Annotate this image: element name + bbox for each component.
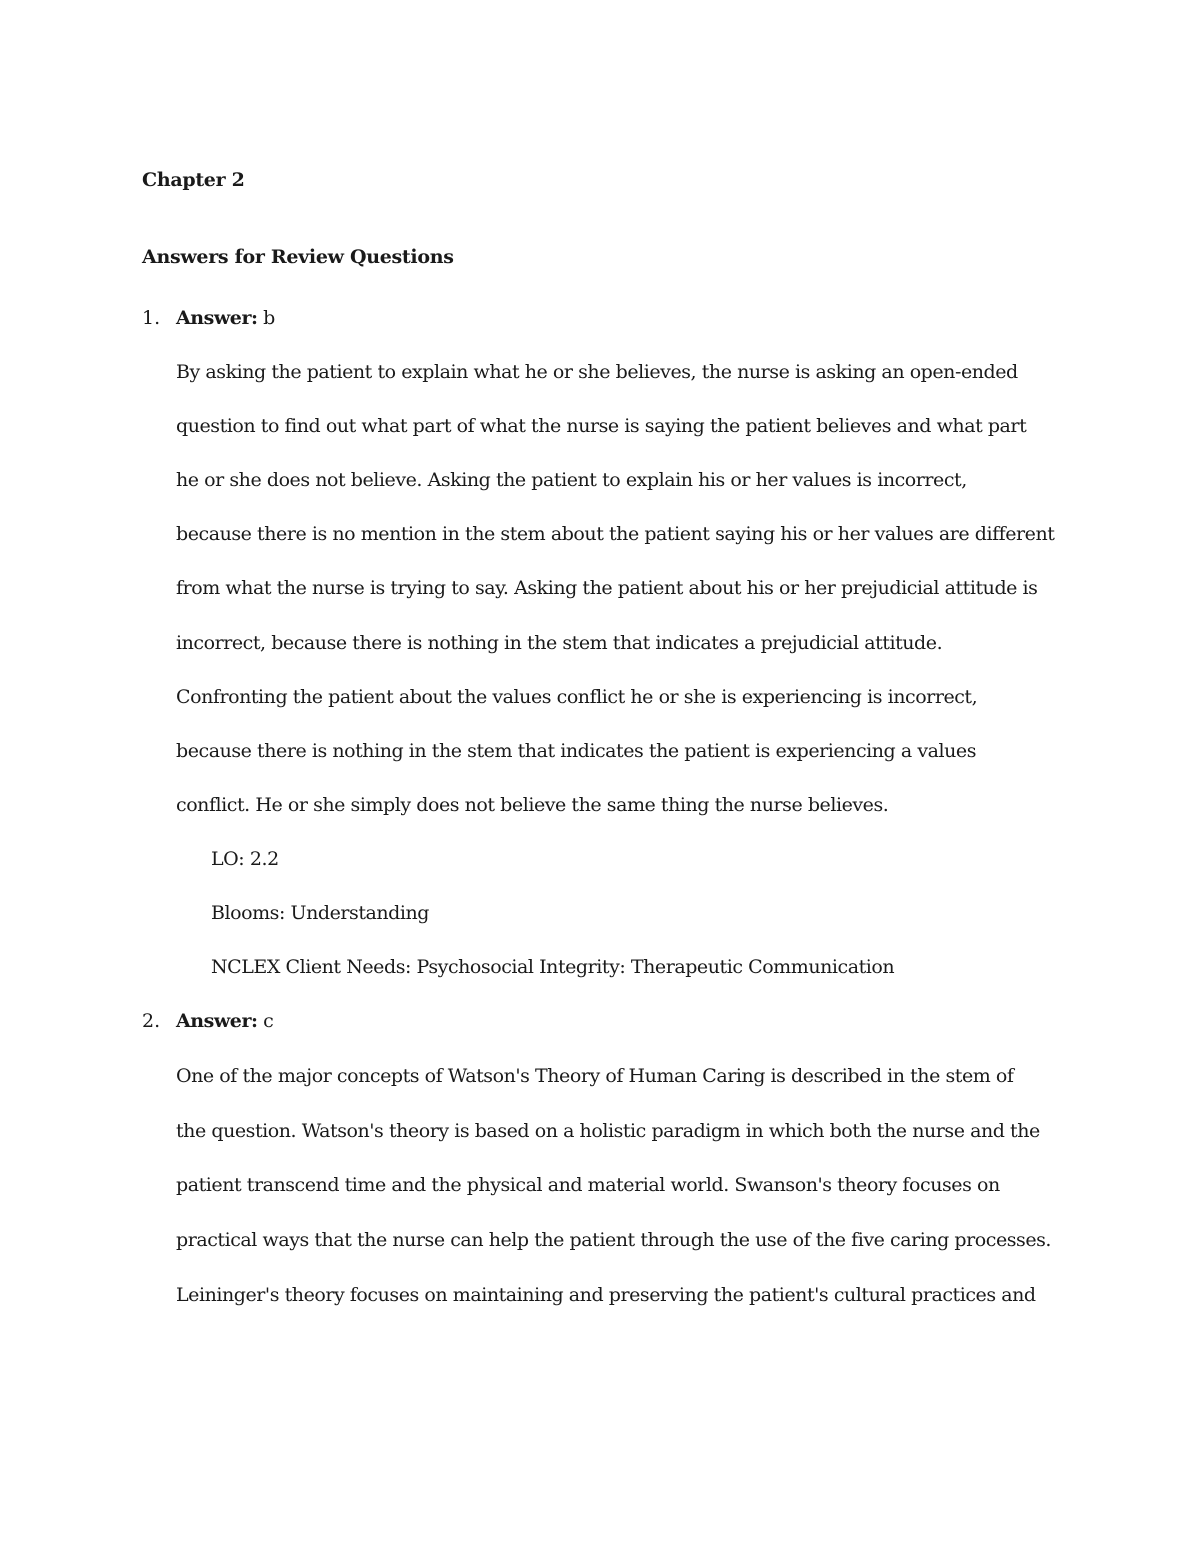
- explanation-line: patient transcend time and the physical and material world. Swanson's theory focuses on: [176, 1174, 1000, 1196]
- explanation-line: because there is nothing in the stem that indicates the patient is experiencing a values: [176, 740, 976, 762]
- chapter-title: Chapter 2: [142, 169, 245, 191]
- explanation-line: incorrect, because there is nothing in the stem that indicates a prejudicial attitude.: [176, 632, 943, 654]
- blooms-level: Blooms: Understanding: [211, 902, 430, 924]
- answer-line: [176, 1008, 273, 1034]
- answer-label: Answer:: [176, 307, 258, 329]
- answer-line: [176, 305, 275, 331]
- answer-value: c: [263, 1010, 274, 1032]
- explanation-line: he or she does not believe. Asking the patient to explain his or her values is incorrect,: [176, 469, 967, 491]
- explanation-line: One of the major concepts of Watson's Theory of Human Caring is described in the stem of: [176, 1065, 1014, 1087]
- nclex-client-needs: NCLEX Client Needs: Psychosocial Integrity: Therapeutic Communication: [211, 956, 895, 978]
- answer-value: b: [263, 307, 275, 329]
- section-title: Answers for Review Questions: [142, 246, 454, 268]
- question-number: 1.: [142, 307, 161, 329]
- answer-label: Answer:: [176, 1010, 258, 1032]
- explanation-line: from what the nurse is trying to say. Asking the patient about his or her prejudicial attitude is: [176, 577, 1038, 599]
- explanation-line: practical ways that the nurse can help the patient through the use of the five caring processes.: [176, 1229, 1052, 1251]
- explanation-line: Confronting the patient about the values conflict he or she is experiencing is incorrect,: [176, 686, 978, 708]
- learning-objective: LO: 2.2: [211, 848, 279, 870]
- explanation-line: because there is no mention in the stem about the patient saying his or her values are different: [176, 523, 1055, 545]
- explanation-line: question to find out what part of what the nurse is saying the patient believes and what part: [176, 415, 1027, 437]
- explanation-line: Leininger's theory focuses on maintaining and preserving the patient's cultural practices and: [176, 1284, 1036, 1306]
- question-number: 2.: [142, 1010, 161, 1032]
- explanation-line: conflict. He or she simply does not believe the same thing the nurse believes.: [176, 794, 889, 816]
- explanation-line: the question. Watson's theory is based on a holistic paradigm in which both the nurse and the: [176, 1120, 1040, 1142]
- explanation-line: By asking the patient to explain what he or she believes, the nurse is asking an open-ended: [176, 361, 1018, 383]
